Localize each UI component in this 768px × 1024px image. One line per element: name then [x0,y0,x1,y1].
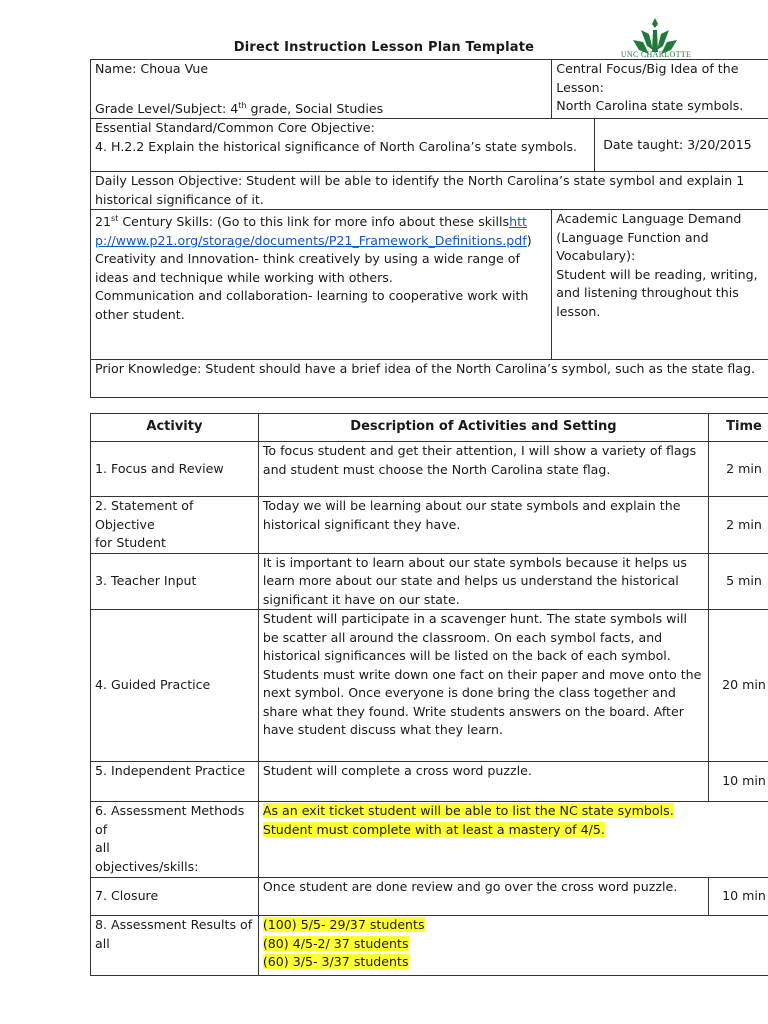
activity-cell: 6. Assessment Methods of all objectives/skills: [91,802,259,878]
activity-cell: 3. Teacher Input [91,553,259,610]
time-cell [709,916,768,976]
activity-cell: 1. Focus and Review [91,442,259,497]
daily-objective: Daily Lesson Objective: Student will be able to identify the North Carolina’s state symbol and explain 1 historical significance of it. [91,172,768,210]
table-row [91,916,768,976]
academic-language-label: Academic Language Demand (Language Function and Vocabulary): [556,211,742,264]
central-focus-value: North Carolina state symbols. [556,98,744,113]
highlighted-text: Student must complete with at least a mastery of 4/5. [262,821,605,837]
document-title: Direct Instruction Lesson Plan Template [233,40,535,55]
description-cell: Student will participate in a scavenger hunt. The state symbols will be scatter all around the classroom. On each symbol facts, and historical significances will be listed on the back of each symbol. Students must write down one fact on their paper and move onto the next symbol. Once everyone is done bring the class together and share what they found. Write students answers on the board. After have student discuss what they learn. [258,610,708,762]
creativity-skill: Creativity and Innovation- think creatively by using a wide range of ideas and technique while working with others. [95,251,520,285]
academic-language-value: Student will be reading, writing, and listening throughout this lesson. [556,266,758,319]
activity-cell: 7. Closure [91,878,259,916]
description-cell [258,916,708,976]
table-row [91,762,768,802]
highlighted-text: (60) 3/5- 3/37 students [262,954,409,969]
activities-table [90,413,768,976]
central-focus-cell [552,60,768,119]
header-description: Description of Activities and Setting [258,414,708,442]
prior-knowledge: Prior Knowledge: Student should have a brief idea of the North Carolina’s symbol, such as the state flag. [91,360,768,398]
highlighted-text: (100) 5/5- 29/37 students [262,917,425,932]
grade-level-subject: Grade Level/Subject: 4th grade, Social Studies [95,100,384,116]
description-cell: It is important to learn about our state symbols because it helps us learn more about our state and helps us understand the historical significant it have on our state. [258,553,708,610]
central-focus-label: Central Focus/Big Idea of the Lesson: [556,61,739,95]
teacher-name: Name: Choua Vue [95,61,209,76]
time-cell [709,802,768,878]
date-taught: Date taught: 3/20/2015 [595,119,768,172]
activity-cell: 5. Independent Practice [91,762,259,802]
century-skills-label: 21st Century Skills: (Go to this link for more info about these skillshttp://www.p21.org/storage/documents/P21_Framework_Definitions.pdf) [95,214,532,248]
name-grade-cell [91,60,552,119]
communication-skill: Communication and collaboration- learning to cooperative work with other student. [95,288,529,322]
logo-text: UNC CHARLOTTE [620,50,692,59]
description-cell: Today we will be learning about our state symbols and explain the historical significant they have. [258,497,708,554]
time-cell: 10 min [709,878,768,916]
table-row [91,442,768,497]
activity-cell: 2. Statement of Objective for Student [91,497,259,554]
time-cell: 20 min [709,610,768,762]
description-cell: Once student are done review and go over the cross word puzzle. [258,878,708,916]
time-cell: 2 min [709,497,768,554]
table-row [91,610,768,762]
description-cell: Student will complete a cross word puzzle. [258,762,708,802]
time-cell: 10 min [709,762,768,802]
highlighted-text: (80) 4/5-2/ 37 students [262,935,409,951]
lesson-header-table [90,59,768,398]
description-cell [258,802,708,878]
academic-language-cell [552,210,768,360]
header-activity: Activity [91,414,259,442]
time-cell: 2 min [709,442,768,497]
century-skills-cell [91,210,552,360]
time-cell: 5 min [709,553,768,610]
activity-cell: 8. Assessment Results of all [91,916,259,976]
standard-value: 4. H.2.2 Explain the historical significance of North Carolina’s state symbols. [95,138,578,154]
header-time: Time [709,414,768,442]
table-row [91,553,768,610]
highlighted-text: As an exit ticket student will be able to list the NC state symbols. [262,803,674,818]
p21-framework-link[interactable]: http://www.p21.org/storage/documents/P21_Framework_Definitions.pdf [95,214,527,248]
table-row [91,802,768,878]
standard-label: Essential Standard/Common Core Objective: [95,120,375,136]
description-cell: To focus student and get their attention, I will show a variety of flags and student must choose the North Carolina state flag. [258,442,708,497]
table-row [91,497,768,554]
activity-cell: 4. Guided Practice [91,610,259,762]
table-row [91,878,768,916]
standard-cell [91,119,595,172]
